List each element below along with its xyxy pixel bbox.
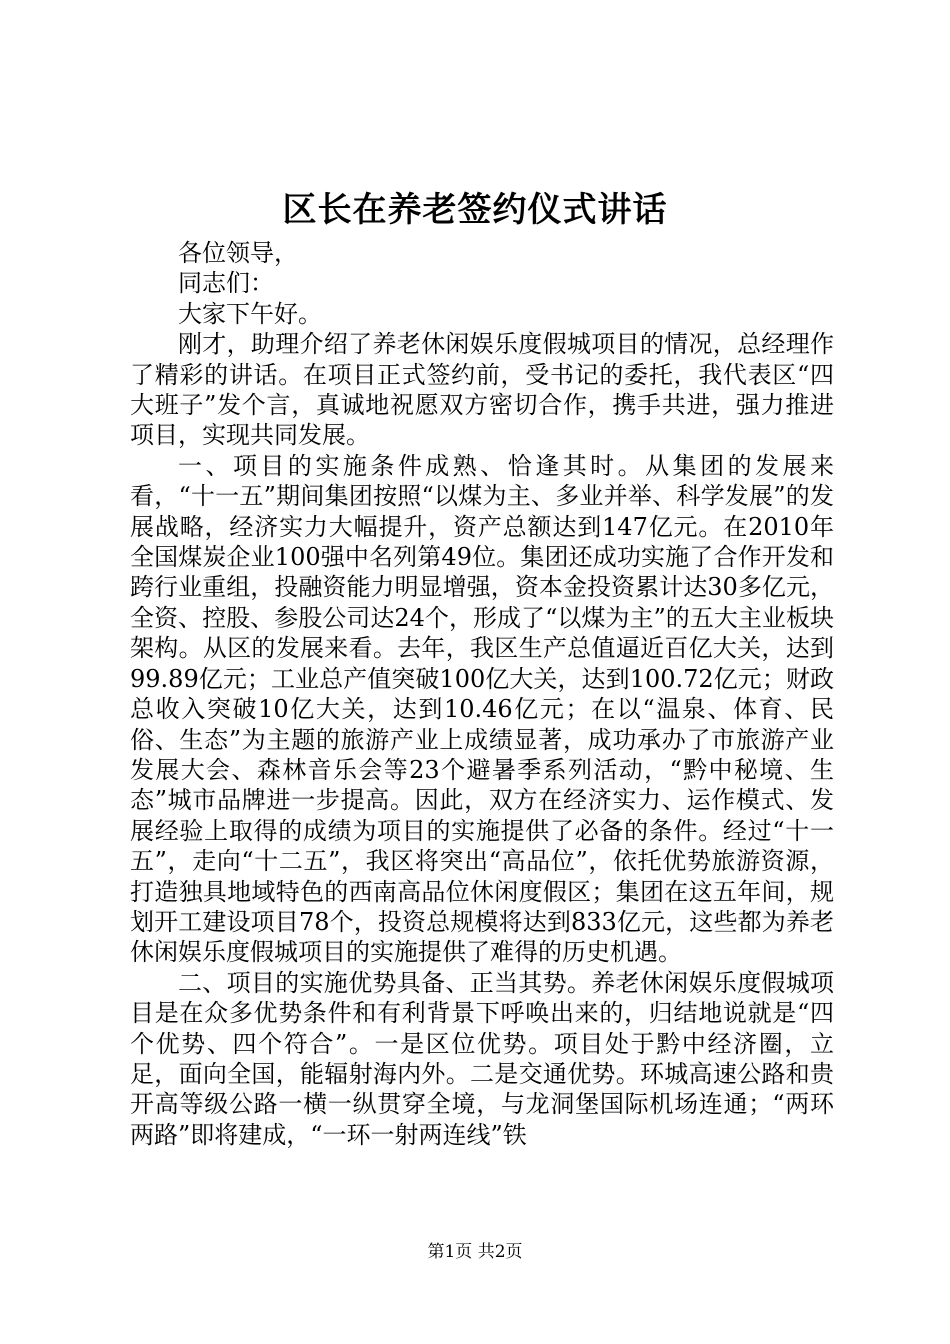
paragraph-salutation-leaders: 各位领导， (178, 239, 298, 267)
page-number-footer: 第1页 共2页 (427, 1242, 523, 1262)
paragraph-salutation-comrades: 同志们： (178, 269, 274, 298)
paragraph-section-one: 一、项目的实施条件成熟、恰逢其时。从集团的发展来看，“十一五”期间集团按照“以煤为主、多业并举、科学发展”的发展战略，经济实力大幅提升，资产总额达到147亿元。在2010年全国煤炭企业100强中名列第49位。集团还成功实施了合作开发和跨行业重组，投融资能力明显增强，资本金投资累计达30多亿元，全资、控股、参股公司达24个，形成了“以煤为主”的五大主业板块架构。从区的发展来看。去年，我区生产总值逼近百亿大关，达到99.89亿元；工业总产值突破100亿大关，达到100.72亿元；财政总收入突破10亿大关，达到10.46亿元；在以“温泉、体育、民俗、生态”为主题的旅游产业上成绩显著，成功承办了市旅游产业发展大会、森林音乐会等23个避暑季系列活动，“黔中秘境、生态”城市品牌进一步提高。因此，双方在经济实力、运作模式、发展经验上取得的成绩为项目的实施提供了必备的条件。经过“十一五”，走向“十二五”，我区将突出“高品位”，依托优势旅游资源，打造独具地域特色的西南高品位休闲度假区；集团在这五年间，规划开工建设项目78个，投资总规模将达到833亿元，这些都为养老休闲娱乐度假城项目的实施提供了难得的历史机遇。 (130, 451, 834, 967)
document-title: 区长在养老签约仪式讲话 (282, 190, 668, 230)
document-body (130, 238, 834, 1150)
paragraph-section-two: 二、项目的实施优势具备、正当其势。养老休闲娱乐度假城项目是在众多优势条件和有利背景下呼唤出来的，归结地说就是“四个优势、四个符合”。一是区位优势。项目处于黔中经济圈，立足，面向全国，能辐射海内外。二是交通优势。环城高速公路和贵开高等级公路一横一纵贯穿全境，与龙洞堡国际机场连通；“两环两路”即将建成，“一环一射两连线”铁 (130, 968, 834, 1149)
paragraph-greeting: 大家下午好。 (178, 299, 322, 328)
paragraph-intro: 刚才，助理介绍了养老休闲娱乐度假城项目的情况，总经理作了精彩的讲话。在项目正式签约前，受书记的委托，我代表区“四大班子”发个言，真诚地祝愿双方密切合作，携手共进，强力推进项目，实现共同发展。 (130, 330, 834, 450)
